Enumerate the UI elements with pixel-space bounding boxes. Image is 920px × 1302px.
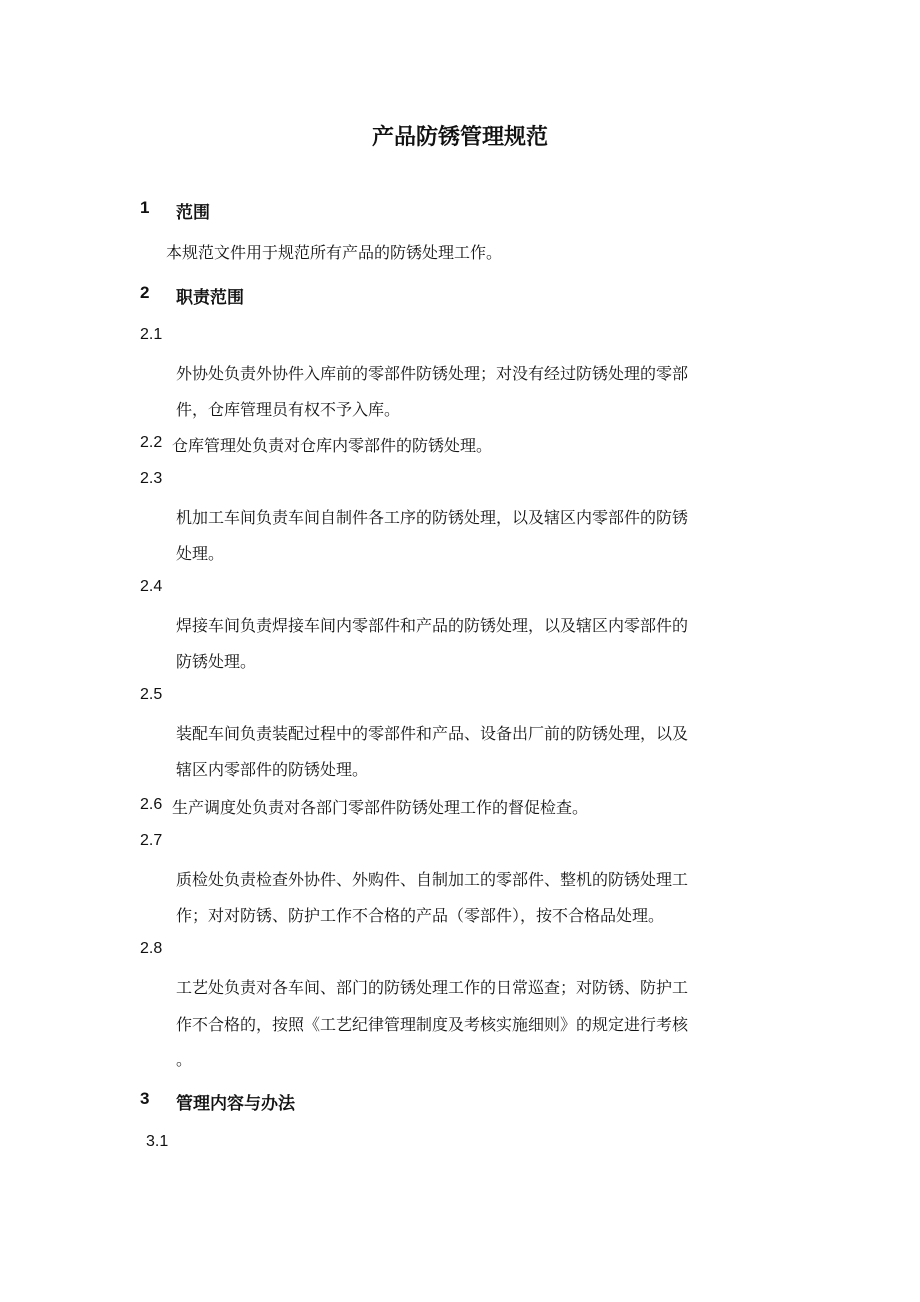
section-1-title: 范围	[176, 203, 210, 223]
item-2-3-line-2: 处理。	[176, 544, 225, 563]
item-2-8-line-1: 工艺处负责对各车间、部门的防锈处理工作的日常巡查；对防锈、防护工	[176, 978, 689, 997]
section-3-title: 管理内容与办法	[176, 1094, 295, 1114]
section-3-number: 3	[140, 1089, 150, 1108]
item-2-6-text: 生产调度处负责对各部门零部件防锈处理工作的督促检查。	[172, 798, 589, 817]
item-2-8-line-2: 作不合格的，按照《工艺纪律管理制度及考核实施细则》的规定进行考核	[176, 1015, 689, 1034]
item-2-5-line-2: 辖区内零部件的防锈处理。	[176, 760, 369, 779]
item-2-6-number: 2.6	[140, 796, 163, 813]
section-2-number: 2	[140, 283, 150, 302]
item-2-1-number: 2.1	[140, 326, 163, 343]
item-3-1-number: 3.1	[146, 1133, 169, 1150]
item-2-3-number: 2.3	[140, 470, 163, 487]
item-2-7-line-1: 质检处负责检查外协件、外购件、自制加工的零部件、整机的防锈处理工	[176, 870, 689, 889]
section-2-title: 职责范围	[176, 288, 244, 308]
item-2-7-line-2: 作；对对防锈、防护工作不合格的产品（零部件），按不合格品处理。	[176, 906, 665, 925]
item-2-4-line-2: 防锈处理。	[176, 652, 257, 671]
item-2-2-number: 2.2	[140, 434, 163, 451]
item-2-7-number: 2.7	[140, 832, 163, 849]
item-2-8-number: 2.8	[140, 940, 163, 957]
item-2-8-line-3: 。	[176, 1050, 193, 1069]
item-2-2-text: 仓库管理处负责对仓库内零部件的防锈处理。	[172, 436, 493, 455]
document-title: 产品防锈管理规范	[371, 125, 548, 150]
item-2-3-line-1: 机加工车间负责车间自制件各工序的防锈处理，以及辖区内零部件的防锈	[176, 508, 689, 527]
section-1-text: 本规范文件用于规范所有产品的防锈处理工作。	[166, 243, 503, 262]
section-1-number: 1	[140, 198, 150, 217]
item-2-4-number: 2.4	[140, 578, 163, 595]
item-2-5-number: 2.5	[140, 686, 163, 703]
item-2-1-line-1: 外协处负责外协件入库前的零部件防锈处理；对没有经过防锈处理的零部	[176, 364, 689, 383]
item-2-1-line-2: 件，仓库管理员有权不予入库。	[176, 400, 401, 419]
item-2-4-line-1: 焊接车间负责焊接车间内零部件和产品的防锈处理，以及辖区内零部件的	[176, 616, 689, 635]
item-2-5-line-1: 装配车间负责装配过程中的零部件和产品、设备出厂前的防锈处理，以及	[176, 724, 689, 743]
